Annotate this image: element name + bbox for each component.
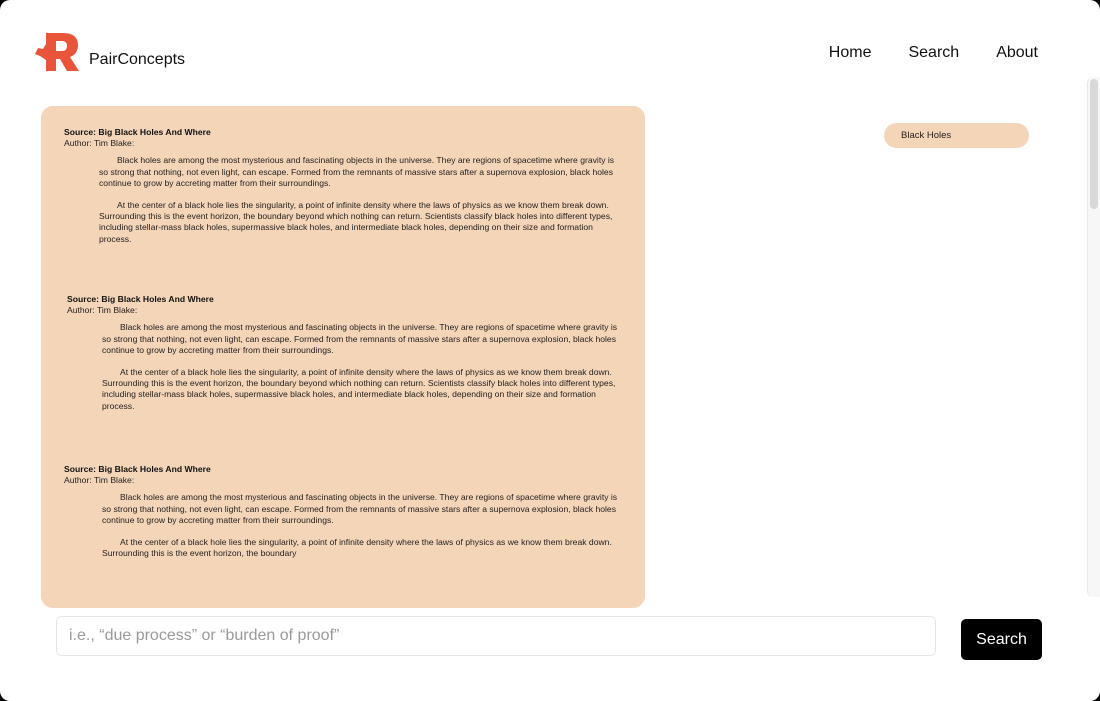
search-button[interactable]: Search <box>961 619 1042 660</box>
logo[interactable] <box>32 30 185 74</box>
result-source: Source: Big Black Holes And Where <box>64 464 211 474</box>
result-author: Author: Tim Blake: <box>64 138 135 149</box>
search-input[interactable] <box>56 616 936 656</box>
result-source: Source: Big Black Holes And Where <box>67 294 214 304</box>
pairconcepts-logo-icon <box>32 30 82 74</box>
result-paragraph: Black holes are among the most mysterious and fascinating objects in the universe. They are regions of spacetime where gravity is so strong that nothing, not even light, can escape. Formed from the remnants of massive stars after a supernova explosion, black holes continue to grow by accreting matter from their surroundings. <box>99 155 615 188</box>
nav-home-link[interactable]: Home <box>828 44 872 61</box>
result-author: Author: Tim Blake: <box>64 475 135 486</box>
brand-name: PairConcepts <box>89 51 186 68</box>
result-author: Author: Tim Blake: <box>67 305 138 316</box>
scrollbar-track[interactable] <box>1087 77 1100 597</box>
result-entry <box>64 464 624 559</box>
result-paragraph: At the center of a black hole lies the singularity, a point of infinite density where the laws of physics as we know them break down. Surrounding this is the event horizon, the boundary beyond which nothing can return. Scientists classify black holes into different types, including stellar-mass black holes, supermassive black holes, and intermediate black holes, depending on their size and formation process. <box>99 200 613 244</box>
result-source: Source: Big Black Holes And Where <box>64 127 211 137</box>
results-panel[interactable] <box>41 106 645 608</box>
result-entry <box>67 294 627 412</box>
nav-about-link[interactable]: About <box>996 44 1038 61</box>
tag-chip-black-holes[interactable]: Black Holes <box>884 123 1029 148</box>
result-paragraph: Black holes are among the most mysterious and fascinating objects in the universe. They are regions of spacetime where gravity is so strong that nothing, not even light, can escape. Formed from the remnants of massive stars after a supernova explosion, black holes continue to grow by accreting matter from their surroundings. <box>102 322 618 355</box>
result-paragraph: At the center of a black hole lies the singularity, a point of infinite density where the laws of physics as we know them break down. Surrounding this is the event horizon, the boundary <box>102 537 612 559</box>
result-paragraph: Black holes are among the most mysterious and fascinating objects in the universe. They are regions of spacetime where gravity is so strong that nothing, not even light, can escape. Formed from the remnants of massive stars after a supernova explosion, black holes continue to grow by accreting matter from their surroundings. <box>102 492 618 525</box>
nav-search-link[interactable]: Search <box>908 44 960 61</box>
top-nav <box>829 44 1038 62</box>
result-paragraph: At the center of a black hole lies the singularity, a point of infinite density where the laws of physics as we know them break down. Surrounding this is the event horizon, the boundary beyond which nothing can return. Scientists classify black holes into different types, including stellar-mass black holes, supermassive black holes, and intermediate black holes, depending on their size and formation process. <box>102 367 616 411</box>
result-entry <box>64 127 624 245</box>
scrollbar-thumb[interactable] <box>1090 79 1098 209</box>
